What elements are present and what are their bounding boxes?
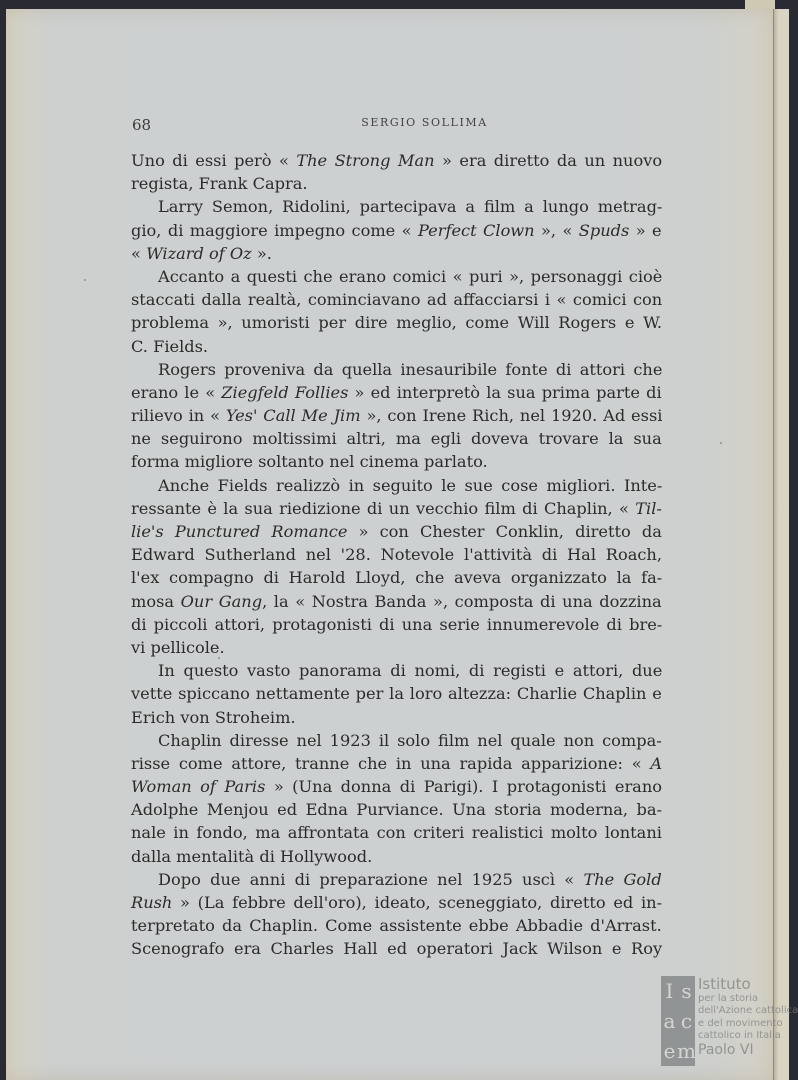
text-line — [131, 427, 662, 450]
text-line — [131, 891, 662, 914]
text-segment: « — [278, 151, 297, 170]
text-line — [131, 682, 662, 705]
text-segment: « — [131, 243, 147, 263]
italic-title: Our Gang — [180, 591, 263, 611]
text-segment: Uno di essi però — [131, 151, 279, 170]
paper-speck — [84, 279, 86, 281]
text-line — [131, 149, 662, 172]
text-line — [131, 914, 662, 937]
text-line — [131, 566, 662, 589]
text-line — [131, 497, 662, 520]
text-line — [131, 543, 662, 566]
text-segment: ressante è la sua riedizione di un vecchio film di Chaplin, — [131, 498, 620, 518]
text-line — [131, 311, 662, 334]
watermark-text — [698, 976, 798, 1058]
text-segment: Dopo due anni di preparazione nel 1925 uscì — [158, 869, 565, 889]
watermark-line: cattolico in Italia — [698, 1029, 781, 1041]
italic-title: Yes' Call Me Jim — [225, 406, 361, 426]
italic-title: Ziegfeld Follies — [221, 382, 349, 402]
text-segment: « — [631, 753, 651, 773]
adjacent-page-edge — [773, 9, 789, 1080]
text-segment: « — [562, 220, 579, 240]
italic-title: Wizard of Oz — [146, 243, 252, 263]
running-head — [132, 116, 677, 136]
watermark-line: Paolo VI — [698, 1042, 754, 1059]
text-line — [131, 752, 662, 775]
text-segment: Chaplin diresse nel 1923 il solo film nel quale non compa- — [158, 730, 662, 750]
text-segment: C. Fields. — [131, 336, 209, 356]
logo-letter: c — [680, 1009, 693, 1033]
text-segment: « — [205, 382, 222, 402]
running-head-title: SERGIO SOLLIMA — [361, 116, 488, 129]
text-line — [131, 845, 662, 868]
text-line — [131, 520, 662, 543]
text-line — [131, 288, 662, 311]
text-line — [131, 404, 662, 427]
text-segment: ». — [251, 243, 272, 263]
text-segment: « — [619, 498, 636, 518]
text-segment: nale in fondo, ma affrontata con criteri realistici molto lontani — [131, 823, 662, 843]
text-line — [131, 335, 662, 358]
text-segment: Adolphe Menjou ed Edna Purviance. Una storia moderna, ba- — [131, 800, 663, 820]
text-line — [131, 358, 662, 381]
text-line — [131, 172, 662, 195]
text-line — [131, 590, 662, 613]
text-segment: Edward Sutherland nel '28. Notevole l'attività di Hal Roach, — [131, 545, 662, 565]
watermark — [661, 975, 798, 1068]
text-segment: staccati dalla realtà, cominciavano ad affacciarsi i « comici con — [131, 290, 663, 310]
text-line — [131, 798, 662, 821]
text-line — [131, 706, 662, 729]
body-text — [131, 149, 662, 961]
italic-title: The Gold — [583, 869, 662, 889]
text-line — [131, 659, 662, 682]
text-segment: forma migliore soltanto nel cinema parlato. — [131, 452, 488, 472]
text-line — [131, 265, 662, 288]
text-segment: terpretato da Chaplin. Come assistente ebbe Abbadie d'Arrast. — [131, 916, 662, 936]
text-line — [131, 937, 662, 960]
text-segment: Accanto a questi che erano comici « puri », personaggi cioè — [158, 266, 663, 286]
text-segment: », con Irene Rich, nel 1920. Ad essi — [360, 406, 663, 426]
text-line — [131, 613, 662, 636]
text-segment: gio, di maggiore impegno come — [131, 220, 402, 240]
text-line — [131, 729, 662, 752]
text-segment: « — [401, 220, 418, 240]
italic-title: Woman of Paris — [131, 777, 266, 797]
text-segment: Rogers proveniva da quella inesauribile fonte di attori che — [158, 359, 663, 379]
text-segment: dalla mentalità di Hollywood. — [131, 846, 373, 866]
text-segment: Scenografo era Charles Hall ed operatori Jack Wilson e Roy — [131, 939, 663, 959]
logo-letter: s — [681, 979, 692, 1003]
text-segment: di piccoli attori, protagonisti di una serie innumerevole di bre- — [131, 614, 663, 634]
paper-speck — [720, 442, 722, 444]
text-segment: risse come attore, tranne che in una rapida apparizione: — [131, 753, 632, 773]
text-segment: erano le — [131, 382, 206, 402]
text-segment: » con Chester Conklin, diretto da — [347, 522, 662, 541]
text-segment: » (Una donna di Parigi). I protagonisti erano — [265, 777, 663, 797]
text-segment: ne seguirono moltissimi altri, ma egli doveva trovare la sua — [131, 429, 662, 449]
text-segment: Larry Semon, Ridolini, partecipava a film a lungo metrag- — [158, 197, 663, 217]
italic-title: The Strong Man — [296, 151, 435, 170]
text-segment: « — [210, 406, 226, 426]
text-segment: » (La febbre dell'oro), ideato, sceneggiato, diretto ed in- — [172, 893, 663, 912]
text-segment: « — [564, 869, 584, 889]
watermark-line: e del movimento — [698, 1017, 783, 1029]
text-segment: In questo vasto panorama di nomi, di registi e attori, due — [158, 661, 663, 681]
isacem-logo-icon — [661, 976, 695, 1066]
logo-letter: e — [663, 1039, 676, 1063]
italic-title: A — [650, 753, 663, 773]
text-segment: », — [534, 220, 563, 240]
text-segment: » ed interpretò la sua prima parte di — [348, 382, 662, 402]
logo-letter: a — [663, 1009, 676, 1033]
text-line — [131, 242, 662, 265]
watermark-line: Istituto — [698, 975, 751, 993]
watermark-line: dell'Azione cattolica — [698, 1005, 798, 1017]
text-line — [131, 450, 662, 473]
text-segment: problema », umoristi per dire meglio, come Will Rogers e W. — [131, 313, 663, 333]
text-segment: Erich von Stroheim. — [131, 707, 296, 727]
text-line — [131, 868, 662, 891]
text-segment: l'ex compagno di Harold Lloyd, che aveva organizzato la fa- — [131, 568, 663, 588]
italic-title: Rush — [131, 893, 173, 912]
text-segment: regista, Frank Capra. — [131, 174, 308, 194]
text-line — [131, 775, 662, 798]
text-segment: » e — [629, 220, 662, 240]
text-segment: vi pellicole. — [131, 637, 225, 657]
text-segment: mosa — [131, 591, 181, 611]
text-segment: vette spiccano nettamente per la loro altezza: Charlie Chaplin e — [131, 684, 662, 704]
logo-letter: m — [677, 1039, 696, 1063]
text-line — [131, 636, 662, 659]
text-line — [131, 219, 662, 242]
text-line — [131, 821, 662, 844]
page-number: 68 — [132, 116, 152, 134]
logo-letter: I — [665, 979, 674, 1003]
italic-title: lie's Punctured Romance — [131, 522, 348, 541]
italic-title: Til- — [635, 498, 662, 518]
text-line — [131, 381, 662, 404]
watermark-line: per la storia — [698, 993, 759, 1004]
italic-title: Perfect Clown — [417, 220, 535, 240]
text-segment: Anche Fields realizzò in seguito le sue cose migliori. Inte- — [158, 475, 663, 495]
text-segment: » era diretto da un nuovo — [434, 151, 663, 170]
text-segment: , la « Nostra Banda », composta di una dozzina — [262, 591, 662, 611]
text-segment: rilievo in — [131, 406, 211, 426]
italic-title: Spuds — [578, 220, 630, 240]
text-line — [131, 195, 662, 218]
text-line — [131, 474, 662, 497]
